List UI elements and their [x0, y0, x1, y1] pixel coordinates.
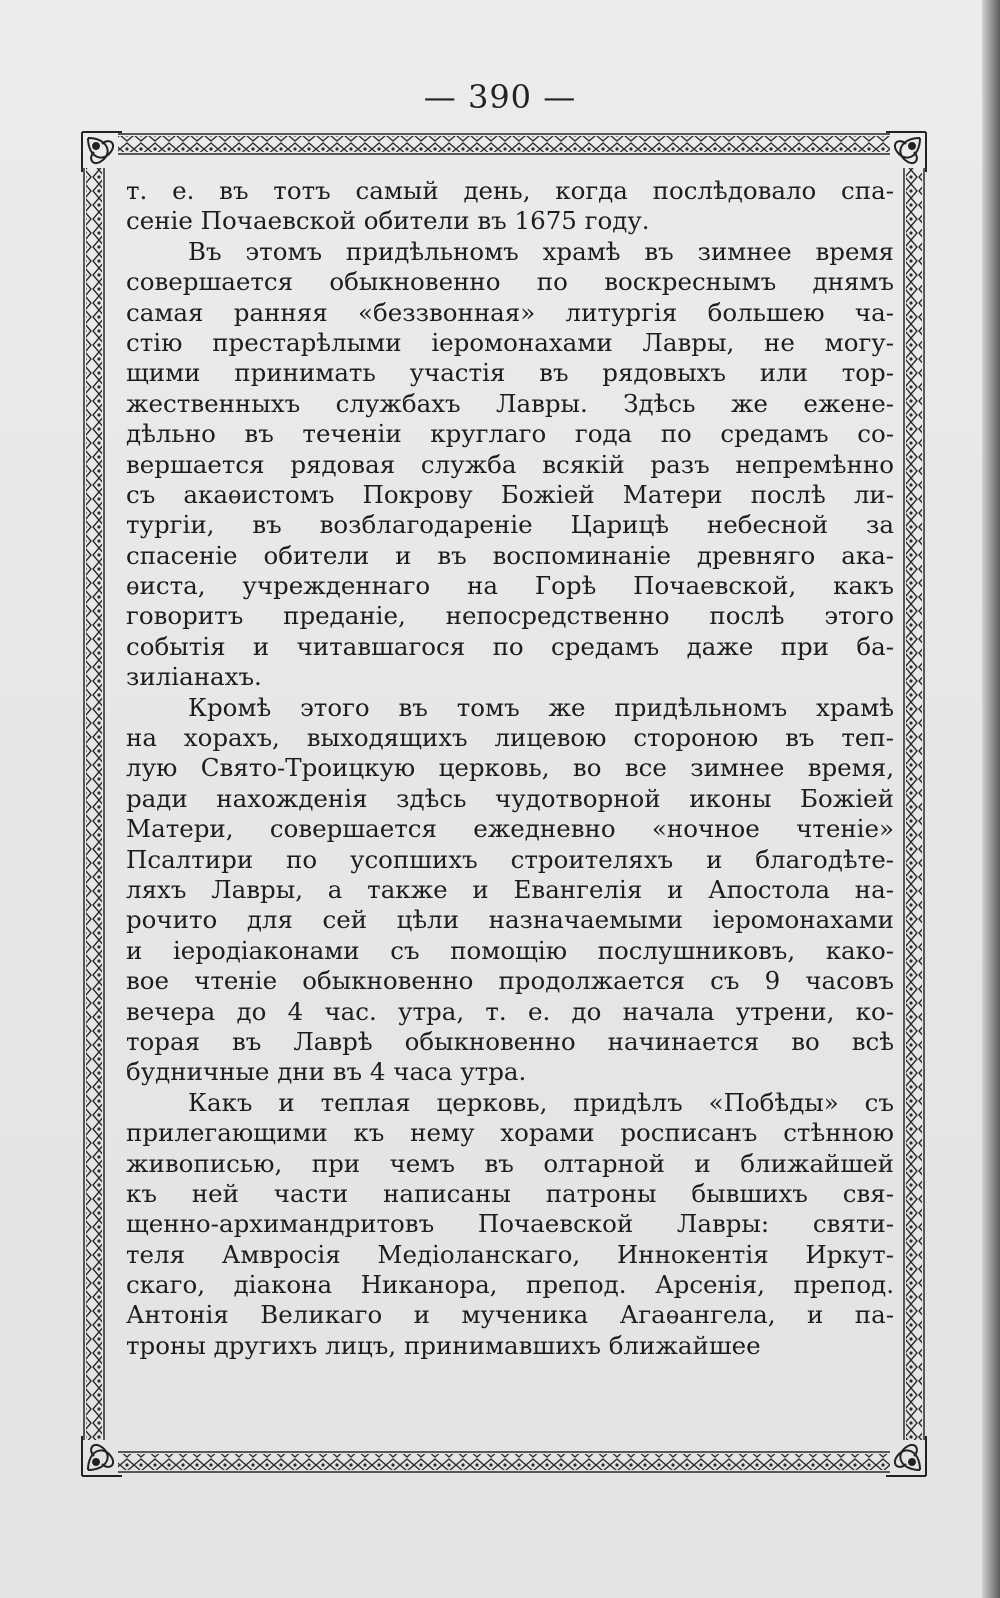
text-line: рочито для сей цѣли назначаемыми іеромонахами [126, 905, 894, 935]
text-line: лую Свято-Троицкую церковь, во все зимнее время, [126, 753, 894, 783]
text-line: совершается обыкновенно по воскреснымъ днямъ [126, 267, 894, 297]
text-line: къ ней части написаны патроны бывшихъ свя- [126, 1178, 894, 1208]
page-number: — 390 — [423, 78, 577, 116]
text-line: съ акаѳистомъ Покрову Божіей Матери послѣ ли- [126, 479, 894, 509]
corner-ornament-top-right [886, 132, 926, 172]
text-line: т. е. въ тотъ самый день, когда послѣдовало спа- [126, 176, 894, 205]
text-line: Какъ и теплая церковь, придѣлъ «Побѣды» съ [188, 1087, 894, 1117]
text-line: самая ранняя «беззвонная» литургія большею ча- [126, 297, 894, 327]
text-line: дѣльно въ теченіи круглаго года по средамъ со- [126, 419, 894, 449]
corner-ornament-bottom-right [886, 1436, 926, 1476]
text-line: говоритъ преданіе, непосредственно послѣ этого [126, 601, 894, 631]
text-line: зиліанахъ. [126, 662, 262, 692]
text-line: ляхъ Лавры, а также и Евангелія и Апостола на- [126, 874, 894, 904]
text-line: вое чтеніе обыкновенно продолжается съ 9 часовъ [126, 966, 894, 996]
text-line: событія и читавшагося по средамъ даже при ба- [126, 631, 894, 661]
text-line: на хорахъ, выходящихъ лицевою стороною въ теп- [126, 723, 894, 753]
text-line: ради нахожденія здѣсь чудотворной иконы Божіей [126, 783, 894, 813]
text-line: живописью, при чемъ въ олтарной и ближайшей [126, 1148, 894, 1178]
text-line: будничные дни въ 4 часа утра. [126, 1057, 527, 1087]
text-line: вечера до 4 час. утра, т. е. до начала утрени, ко- [126, 996, 894, 1026]
paragraph [126, 237, 894, 693]
text-line: Матери, совершается ежедневно «ночное чтеніе» [126, 814, 894, 844]
text-line: Псалтири по усопшихъ строителяхъ и благодѣте- [126, 844, 894, 874]
text-line: щими принимать участія въ рядовыхъ или тор- [126, 358, 894, 388]
text-line: торая въ Лаврѣ обыкновенно начинается во всѣ [126, 1026, 894, 1056]
body-text [126, 176, 894, 1361]
text-line: тургіи, въ возблагодареніе Царицѣ небесной за [126, 510, 894, 540]
page-edge-shadow [982, 0, 1000, 1598]
text-line: скаго, діакона Никанора, препод. Арсенія, препод. [126, 1270, 894, 1300]
text-line: стію престарѣлыми іеромонахами Лавры, не могу- [126, 327, 894, 357]
text-line: вершается рядовая служба всякій разъ непремѣнно [126, 449, 894, 479]
corner-ornament-bottom-left [82, 1436, 122, 1476]
text-line: Антонія Великаго и мученика Агаѳангела, и па- [126, 1300, 894, 1330]
text-line: и іеродіаконами съ помощію послушниковъ, како- [126, 935, 894, 965]
paragraph [126, 176, 894, 237]
text-line: троны другихъ лицъ, принимавшихъ ближайшее [126, 1330, 761, 1360]
text-line: теля Амвросія Медіоланскаго, Иннокентія Иркут- [126, 1239, 894, 1269]
text-line: прилегающими къ нему хорами росписанъ стѣнною [126, 1118, 894, 1148]
text-line: ѳиста, учрежденнаго на Горѣ Почаевской, какъ [126, 571, 894, 601]
text-line: Въ этомъ придѣльномъ храмѣ въ зимнее время [188, 236, 894, 266]
paragraph [126, 1088, 894, 1362]
corner-ornament-top-left [82, 132, 122, 172]
text-line: Кромѣ этого въ томъ же придѣльномъ храмѣ [188, 692, 894, 722]
text-line: сеніе Почаевской обители въ 1675 году. [126, 206, 650, 236]
text-line: жественныхъ службахъ Лавры. Здѣсь же еженe- [126, 388, 894, 418]
text-line: щенно-архимандритовъ Почаевской Лавры: святи- [126, 1209, 894, 1239]
text-line: спасеніе обители и въ воспоминаніе древняго ака- [126, 540, 894, 570]
paragraph [126, 693, 894, 1088]
